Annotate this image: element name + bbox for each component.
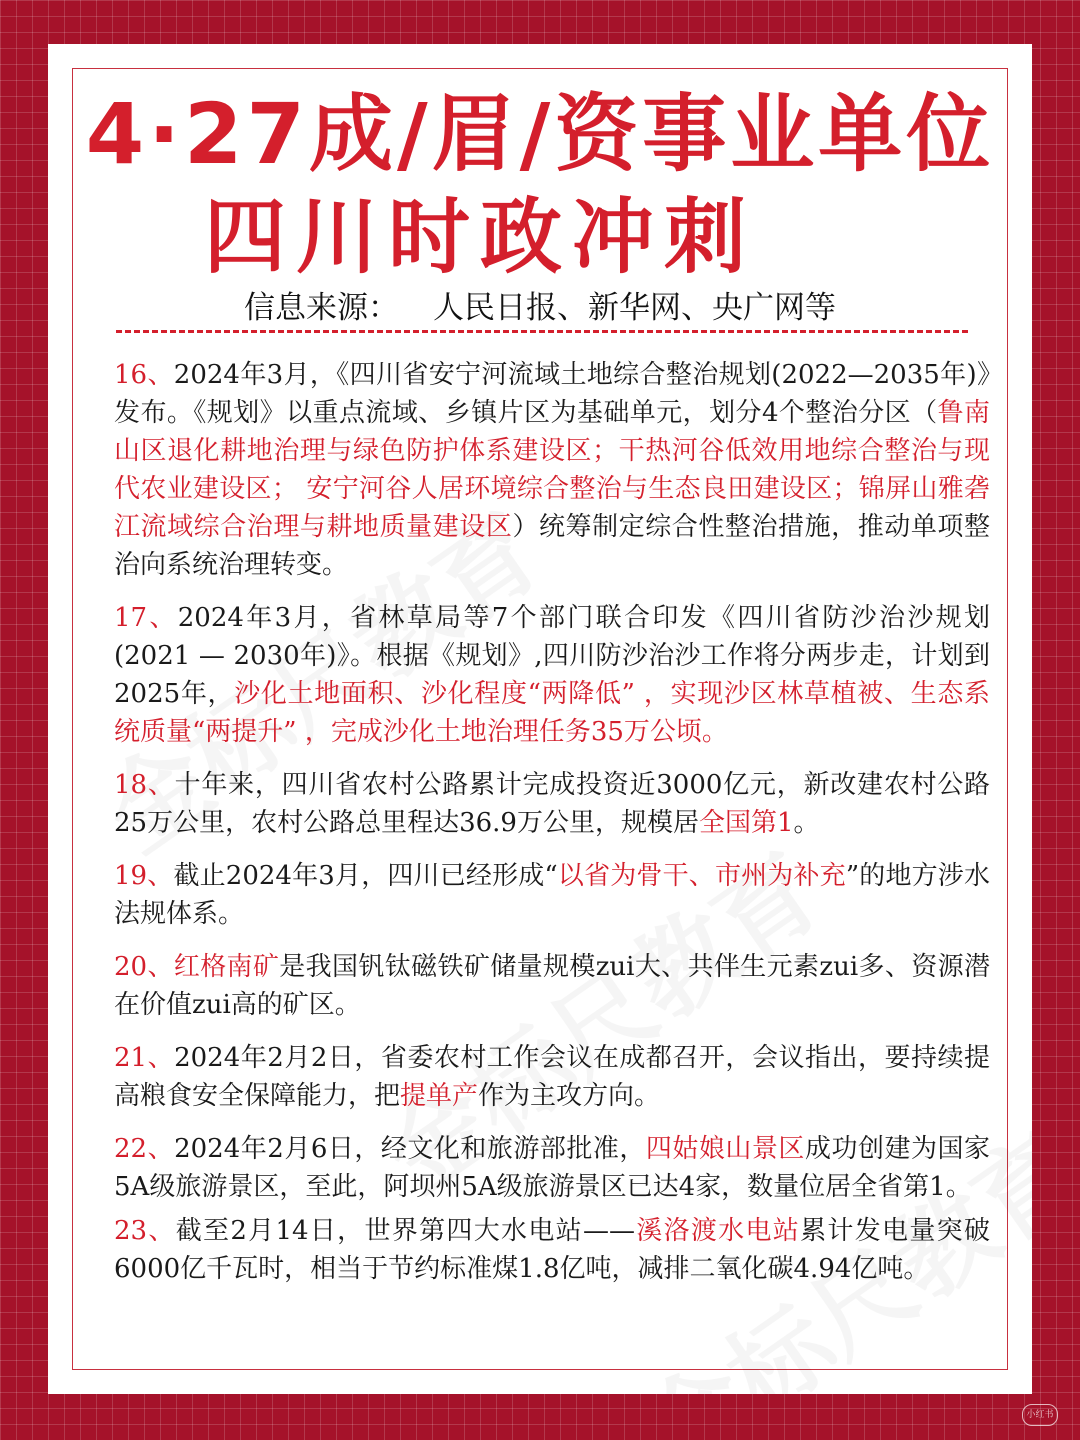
news-item (114, 1039, 990, 1115)
news-item (114, 857, 990, 933)
item-number: 22、 (114, 1134, 175, 1164)
corner-badge: 小红书 (1022, 1404, 1058, 1426)
item-text: 累计发电量突破6000亿千瓦时，相当于节约标准煤1.8亿吨，减排二氧化碳4.94亿吨。 (114, 1216, 990, 1284)
news-item (114, 356, 990, 584)
news-item (114, 1212, 990, 1288)
source-value: 人民日报、新华网、央广网等 (433, 290, 836, 326)
highlighted-text: 全国第1 (698, 808, 794, 838)
highlighted-text: 提单产 (400, 1081, 479, 1111)
item-number: 19、 (114, 861, 174, 891)
item-number: 18、 (114, 770, 175, 800)
source-label: 信息来源： (244, 290, 399, 326)
item-text: 2024年3月，《四川省安宁河流域土地综合整治规划(2022—2035年)》发布。《规划》以重点流域、乡镇片区为基础单元，划分4个整治分区（ (114, 360, 990, 428)
item-text: 截止2024年3月，四川已经形成“ (173, 861, 558, 891)
item-text: 成功创建为国家5A级旅游景区，至此，阿坝州5A级旅游景区已达4家，数量位居全省第1。 (114, 1134, 990, 1202)
highlighted-text: 红格南矿 (173, 952, 280, 982)
item-text: 作为主攻方向。 (478, 1081, 661, 1111)
item-text: 截至2月14日，世界第四大水电站—— (175, 1216, 635, 1246)
item-text: 2024年3月，省林草局等7个部门联合印发《四川省防沙治沙规划(2021 — 2030年)》。根据《规划》,四川防沙治沙工作将分两步走，计划到2025年， (114, 603, 990, 709)
news-item (114, 948, 990, 1024)
news-item (114, 1130, 990, 1206)
item-number: 20、 (114, 952, 174, 982)
content-card (48, 44, 1032, 1394)
item-number: 16、 (114, 360, 174, 390)
page-title-line1: 4·27成/眉/资事业单位 (85, 85, 995, 183)
source-line (48, 282, 1032, 327)
item-text: ”的地方涉水法规体系。 (114, 861, 990, 929)
item-number: 23、 (114, 1216, 176, 1246)
dashed-divider (116, 330, 968, 333)
item-text: 2024年2月2日，省委农村工作会议在成都召开，会议指出，要持续提高粮食安全保障能力，把 (114, 1043, 990, 1111)
item-number: 21、 (114, 1043, 175, 1073)
highlighted-text: 沙化土地面积、沙化程度“两降低” ，实现沙区林草植被、生态系统质量“两提升” ，完成沙化土地治理任务35万公顷。 (114, 679, 990, 747)
page-title-line2: 四川时政冲刺 (203, 190, 756, 285)
news-item (114, 599, 990, 751)
news-item (114, 766, 990, 842)
item-number: 17、 (114, 603, 178, 633)
highlighted-text: 四姑娘山景区 (645, 1134, 805, 1164)
item-text: ）统筹制定综合性整治措施，推动单项整治向系统治理转变。 (114, 512, 990, 580)
highlighted-text: 溪洛渡水电站 (634, 1216, 801, 1246)
highlighted-text: 以省为骨干、市州为补充 (557, 861, 846, 891)
news-item-list (114, 356, 990, 1303)
highlighted-text: 鲁南山区退化耕地治理与绿色防护体系建设区；干热河谷低效用地综合整治与现代农业建设区； 安宁河谷人居环境综合整治与生态良田建设区；锦屏山雅砻江流域综合治理与耕地质量建设区 (114, 398, 990, 542)
item-text: 。 (793, 808, 820, 838)
item-text: 是我国钒钛磁铁矿储量规模zui大、共伴生元素zui多、资源潜在价值zui高的矿区。 (114, 952, 990, 1020)
item-text: 十年来，四川省农村公路累计完成投资近3000亿元，新改建农村公路25万公里，农村公路总里程达36.9万公里，规模居 (114, 770, 990, 838)
item-text: 2024年2月6日，经文化和旅游部批准， (174, 1134, 646, 1164)
